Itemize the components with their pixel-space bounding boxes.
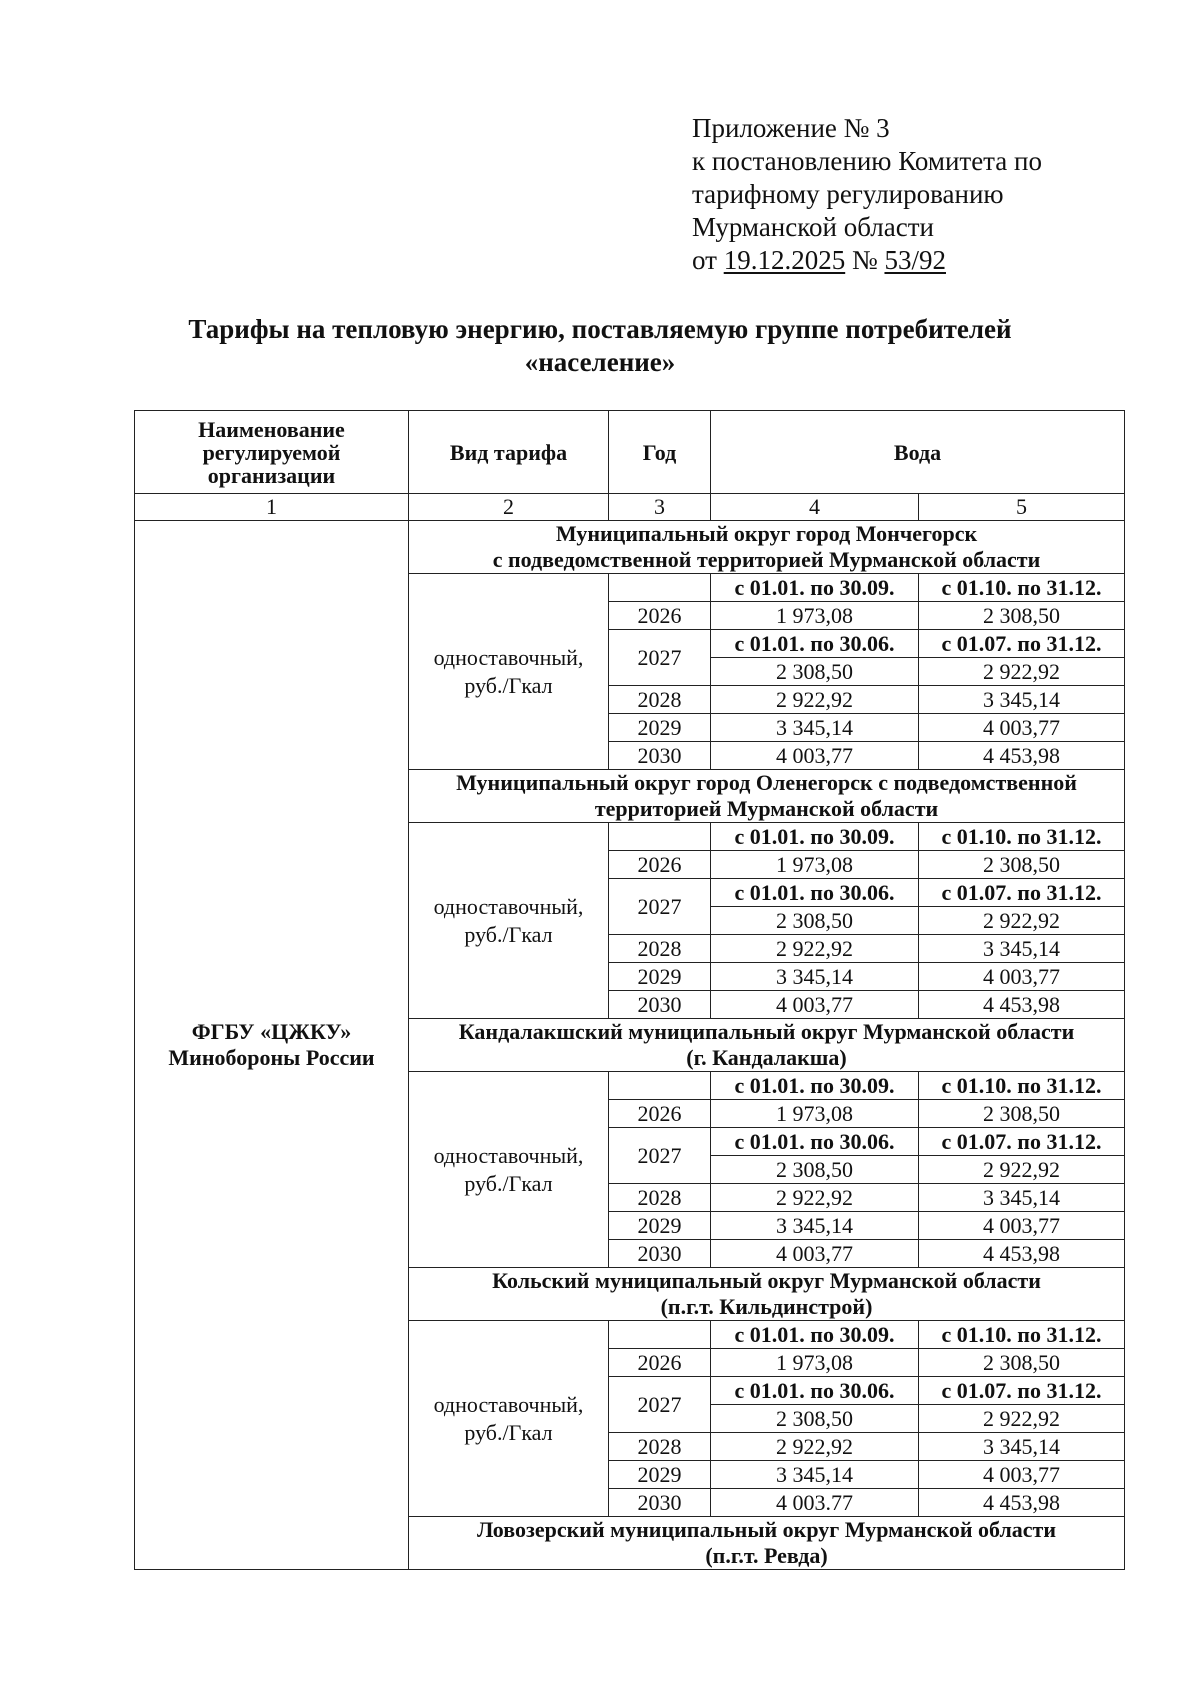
district-name (409, 770, 1125, 823)
period-label: с 01.10. по 31.12. (919, 823, 1125, 851)
decree-number: 53/92 (884, 245, 946, 275)
year-cell: 2029 (609, 714, 711, 742)
year-cell: 2026 (609, 1100, 711, 1128)
tariff-value: 4 453,98 (919, 1240, 1125, 1268)
tariff-table (134, 410, 1125, 1570)
tariff-value: 2 308,50 (711, 907, 919, 935)
tariff-value: 2 922,92 (919, 658, 1125, 686)
tariff-value: 2 308,50 (919, 1349, 1125, 1377)
header-org: Наименование регулируемой организации (135, 411, 409, 494)
tariff-value: 2 308,50 (919, 602, 1125, 630)
period-label: с 01.01. по 30.06. (711, 879, 919, 907)
tariff-value: 3 345,14 (919, 1184, 1125, 1212)
tariff-type-line-2: руб./Гкал (464, 1170, 553, 1196)
tariff-value: 2 308,50 (919, 851, 1125, 879)
column-number-row (135, 494, 1125, 521)
period-label: с 01.01. по 30.09. (711, 1321, 919, 1349)
header-water: Вода (711, 411, 1125, 494)
col-number-5: 5 (919, 494, 1125, 521)
district-row (135, 521, 1125, 574)
year-blank-cell (609, 823, 711, 851)
appendix-line-2: к постановлению Комитета по (692, 146, 1042, 176)
year-blank-cell (609, 1321, 711, 1349)
year-cell: 2026 (609, 602, 711, 630)
tariff-value: 1 973,08 (711, 851, 919, 879)
district-name-line-1: Муниципальный округ город Мончегорск (555, 521, 978, 546)
tariff-value: 2 922,92 (711, 686, 919, 714)
tariff-value: 4 003,77 (919, 1212, 1125, 1240)
col-number-3: 3 (609, 494, 711, 521)
year-cell: 2026 (609, 851, 711, 879)
period-label: с 01.01. по 30.06. (711, 630, 919, 658)
year-cell: 2028 (609, 1184, 711, 1212)
tariff-value: 4 003,77 (919, 963, 1125, 991)
tariff-value: 3 345,14 (711, 714, 919, 742)
period-label: с 01.01. по 30.06. (711, 1128, 919, 1156)
appendix-date-line (692, 244, 1042, 277)
tariff-value: 4 453,98 (919, 1489, 1125, 1517)
appendix-line-4: Мурманской области (692, 212, 934, 242)
year-cell: 2028 (609, 686, 711, 714)
col-number-4: 4 (711, 494, 919, 521)
district-name-line-1: Кольский муниципальный округ Мурманской области (492, 1268, 1041, 1293)
period-label: с 01.07. по 31.12. (919, 1128, 1125, 1156)
tariff-value: 4 003,77 (711, 991, 919, 1019)
district-name-line-2: территорией Мурманской области (594, 796, 939, 821)
tariff-type-line-2: руб./Гкал (464, 1419, 553, 1445)
district-name (409, 521, 1125, 574)
tariff-value: 2 922,92 (919, 907, 1125, 935)
year-cell: 2028 (609, 1433, 711, 1461)
tariff-value: 3 345,14 (711, 1212, 919, 1240)
year-cell: 2030 (609, 1240, 711, 1268)
tariff-type-line-1: одноставочный, (433, 1142, 584, 1168)
period-label: с 01.10. по 31.12. (919, 574, 1125, 602)
tariff-value: 3 345,14 (919, 686, 1125, 714)
tariff-value: 2 922,92 (919, 1405, 1125, 1433)
header-year: Год (609, 411, 711, 494)
year-cell: 2029 (609, 1212, 711, 1240)
tariff-value: 2 922,92 (711, 1184, 919, 1212)
date-prefix: от (692, 245, 717, 275)
decree-date: 19.12.2025 (723, 245, 846, 275)
tariff-type-line-2: руб./Гкал (464, 672, 553, 698)
period-label: с 01.07. по 31.12. (919, 1377, 1125, 1405)
document-title (150, 313, 1050, 379)
period-label: с 01.01. по 30.09. (711, 574, 919, 602)
appendix-title: Приложение № 3 (692, 113, 890, 143)
year-cell: 2030 (609, 991, 711, 1019)
col-number-2: 2 (409, 494, 609, 521)
tariff-value: 2 308,50 (711, 658, 919, 686)
header-tariff-type: Вид тарифа (409, 411, 609, 494)
title-line-2: «население» (524, 347, 676, 377)
district-name (409, 1019, 1125, 1072)
tariff-type-line-1: одноставочный, (433, 644, 584, 670)
district-name-line-2: (п.г.т. Кильдинстрой) (660, 1294, 873, 1319)
tariff-value: 2 922,92 (919, 1156, 1125, 1184)
organization-cell (135, 521, 409, 1570)
period-label: с 01.01. по 30.09. (711, 1072, 919, 1100)
appendix-line-3: тарифному регулированию (692, 179, 1004, 209)
tariff-value: 1 973,08 (711, 1100, 919, 1128)
year-cell: 2027 (609, 1377, 711, 1433)
tariff-value: 4 453,98 (919, 742, 1125, 770)
district-name-line-2: (г. Кандалакша) (686, 1045, 847, 1070)
period-label: с 01.10. по 31.12. (919, 1321, 1125, 1349)
district-name-line-1: Муниципальный округ город Оленегорск с подведомственной (456, 770, 1077, 795)
district-name-line-1: Ловозерский муниципальный округ Мурманской области (476, 1517, 1057, 1542)
tariff-value: 1 973,08 (711, 1349, 919, 1377)
year-cell: 2030 (609, 742, 711, 770)
tariff-type-line-1: одноставочный, (433, 1391, 584, 1417)
year-cell: 2027 (609, 879, 711, 935)
year-cell: 2028 (609, 935, 711, 963)
tariff-value: 4 003.77 (711, 1489, 919, 1517)
tariff-value: 3 345,14 (919, 935, 1125, 963)
year-cell: 2030 (609, 1489, 711, 1517)
district-name-line-1: Кандалакшский муниципальный округ Мурманской области (458, 1019, 1075, 1044)
period-label: с 01.10. по 31.12. (919, 1072, 1125, 1100)
year-cell: 2029 (609, 963, 711, 991)
tariff-type-cell (409, 574, 609, 770)
year-blank-cell (609, 1072, 711, 1100)
organization-name-line-1: ФГБУ «ЦЖКУ» (191, 1019, 352, 1044)
number-prefix: № (851, 245, 878, 275)
period-label: с 01.07. по 31.12. (919, 879, 1125, 907)
tariff-value: 4 453,98 (919, 991, 1125, 1019)
district-name-line-2: (п.г.т. Ревда) (705, 1543, 828, 1568)
year-blank-cell (609, 574, 711, 602)
tariff-value: 4 003,77 (919, 1461, 1125, 1489)
tariff-value: 4 003,77 (711, 742, 919, 770)
year-cell: 2027 (609, 1128, 711, 1184)
period-label: с 01.07. по 31.12. (919, 630, 1125, 658)
tariff-type-line-2: руб./Гкал (464, 921, 553, 947)
tariff-value: 4 003,77 (919, 714, 1125, 742)
tariff-value: 2 922,92 (711, 1433, 919, 1461)
district-name (409, 1517, 1125, 1570)
tariff-value: 2 922,92 (711, 935, 919, 963)
table-header-row (135, 411, 1125, 494)
organization-name-line-2: Минобороны России (168, 1045, 375, 1070)
tariff-type-line-1: одноставочный, (433, 893, 584, 919)
district-name (409, 1268, 1125, 1321)
tariff-value: 2 308,50 (919, 1100, 1125, 1128)
tariff-type-cell (409, 1072, 609, 1268)
year-cell: 2027 (609, 630, 711, 686)
period-label: с 01.01. по 30.06. (711, 1377, 919, 1405)
tariff-value: 2 308,50 (711, 1156, 919, 1184)
year-cell: 2029 (609, 1461, 711, 1489)
district-name-line-2: с подведомственной территорией Мурманской области (492, 547, 1041, 572)
tariff-value: 2 308,50 (711, 1405, 919, 1433)
appendix-header (692, 112, 1042, 277)
tariff-value: 3 345,14 (919, 1433, 1125, 1461)
tariff-type-cell (409, 1321, 609, 1517)
tariff-value: 4 003,77 (711, 1240, 919, 1268)
year-cell: 2026 (609, 1349, 711, 1377)
tariff-type-cell (409, 823, 609, 1019)
tariff-value: 3 345,14 (711, 1461, 919, 1489)
col-number-1: 1 (135, 494, 409, 521)
period-label: с 01.01. по 30.09. (711, 823, 919, 851)
tariff-value: 3 345,14 (711, 963, 919, 991)
title-line-1: Тарифы на тепловую энергию, поставляемую группе потребителей (188, 314, 1012, 344)
tariff-value: 1 973,08 (711, 602, 919, 630)
